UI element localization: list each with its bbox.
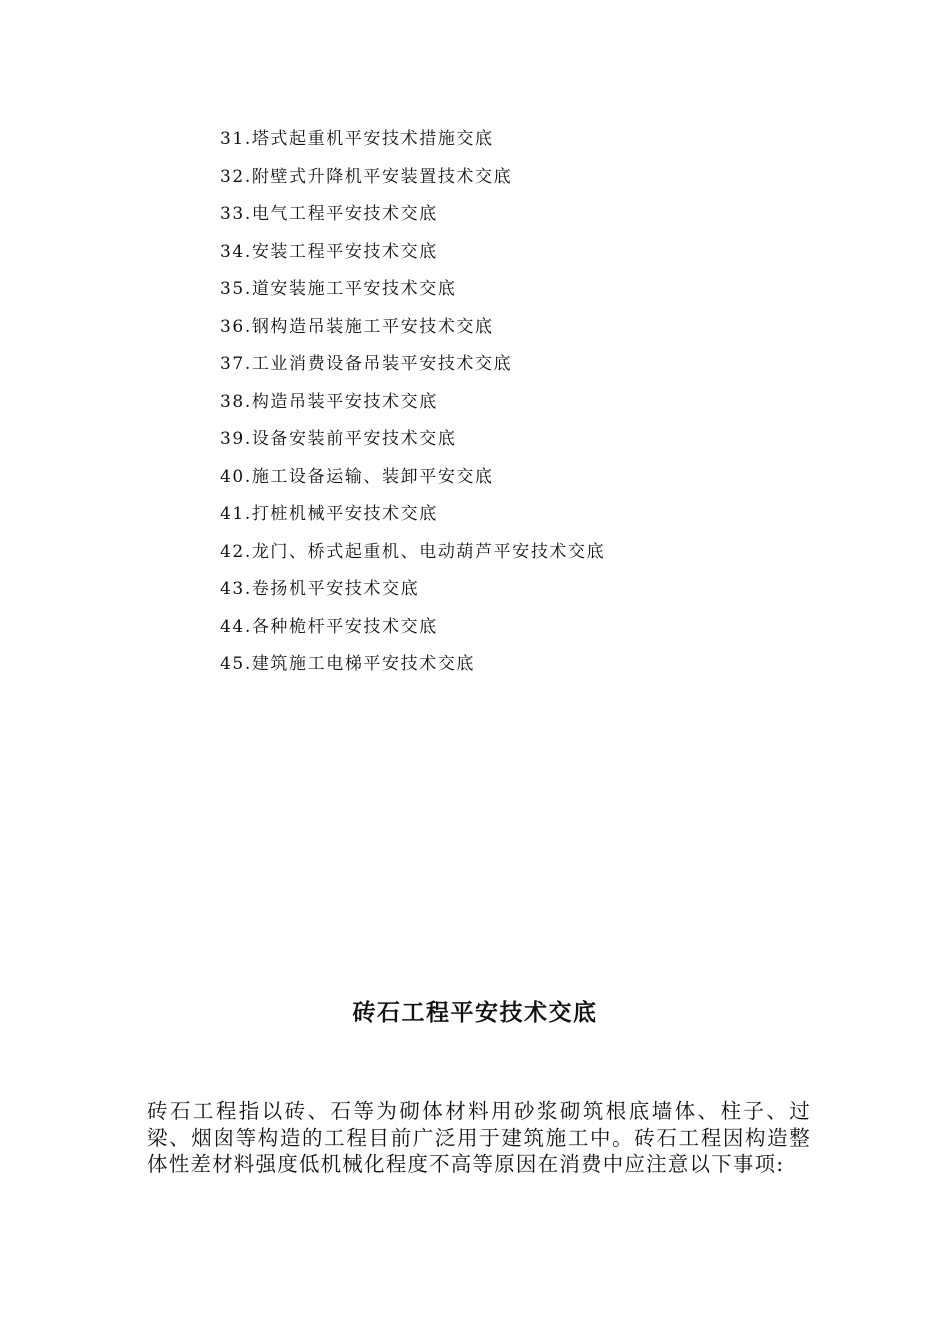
toc-item-45: 45.建筑施工电梯平安技术交底 xyxy=(220,654,476,674)
toc-item-43: 43.卷扬机平安技术交底 xyxy=(220,579,420,599)
toc-item-42: 42.龙门、桥式起重机、电动葫芦平安技术交底 xyxy=(220,541,606,562)
toc-item-44: 44.各种桅杆平安技术交底 xyxy=(220,616,438,637)
toc-item-37: 37.工业消费设备吊装平安技术交底 xyxy=(220,354,513,374)
toc-item-35: 35.道安装施工平安技术交底 xyxy=(220,279,457,299)
toc-item-31: 31.塔式起重机平安技术措施交底 xyxy=(220,129,494,149)
toc-item-32: 32.附壁式升降机平安装置技术交底 xyxy=(220,166,513,187)
section-title: 砖石工程平安技术交底 xyxy=(352,999,598,1026)
toc-item-40: 40.施工设备运输、装卸平安交底 xyxy=(220,466,494,487)
toc-item-33: 33.电气工程平安技术交底 xyxy=(220,204,438,224)
toc-item-38: 38.构造吊装平安技术交底 xyxy=(220,391,438,412)
toc-item-34: 34.安装工程平安技术交底 xyxy=(220,241,438,262)
toc-item-36: 36.钢构造吊装施工平安技术交底 xyxy=(220,316,494,337)
toc-item-41: 41.打桩机械平安技术交底 xyxy=(220,504,438,524)
toc-list xyxy=(220,124,605,687)
body-paragraph: 砖石工程指以砖、石等为砌体材料用砂浆砌筑根底墙体、柱子、过梁、烟囱等构造的工程目前广泛用于建筑施工中。砖石工程因构造整体性差材料强度低机械化程度不高等原因在消费中应注意以下事项: xyxy=(147,1099,811,1176)
toc-item-39: 39.设备安装前平安技术交底 xyxy=(220,429,457,449)
